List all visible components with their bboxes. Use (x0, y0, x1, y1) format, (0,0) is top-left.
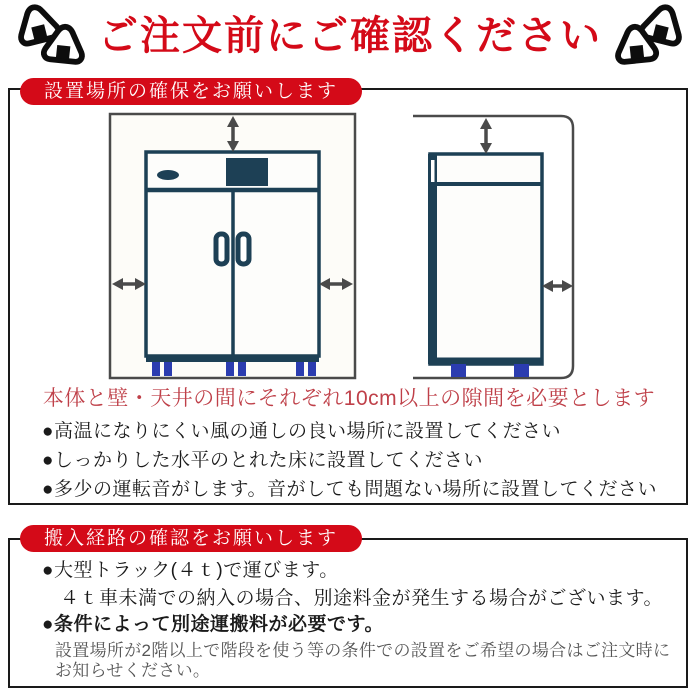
front-view-clearance-diagram (108, 112, 358, 382)
cabinet-feet (451, 364, 529, 377)
installation-space-label: 設置場所の確保をお願いします (20, 78, 362, 105)
bullet-item: ●高温になりにくい風の通しの良い場所に設置してください (42, 421, 561, 442)
page-header (0, 0, 700, 72)
bullet-item: ●多少の運転音がします。音がしても問題ない場所に設置してください (42, 479, 657, 500)
stairs-condition-note: 設置場所が2階以上で階段を使う等の条件での設置をご希望の場合はご注文時にお知らせください。 (55, 641, 671, 680)
delivery-route-label: 搬入経路の確認をお願いします (20, 525, 362, 552)
truck-bullet: ●大型トラック(４ｔ)で運びます。 (42, 560, 339, 581)
onigiri-pair-icon (10, 2, 98, 68)
installation-bullet-list (42, 417, 657, 504)
onigiri-pair-icon (602, 2, 690, 68)
page-title: ご注文前にご確認ください (98, 14, 602, 58)
clearance-requirement-text: 本体と壁・天井の間にそれぞれ10cm以上の隙間を必要とします (42, 387, 656, 410)
vent-panel (226, 158, 268, 186)
bullet-item: ●しっかりした水平のとれた床に設置してください (42, 450, 483, 471)
control-label (157, 170, 179, 180)
side-view-clearance-diagram (413, 112, 583, 382)
extra-fee-bullet: ●条件によって別途運搬料が必要です。 (42, 614, 384, 635)
truck-surcharge-note: ４ｔ車未満での納入の場合、別途料金が発生する場合がございます。 (60, 588, 663, 609)
